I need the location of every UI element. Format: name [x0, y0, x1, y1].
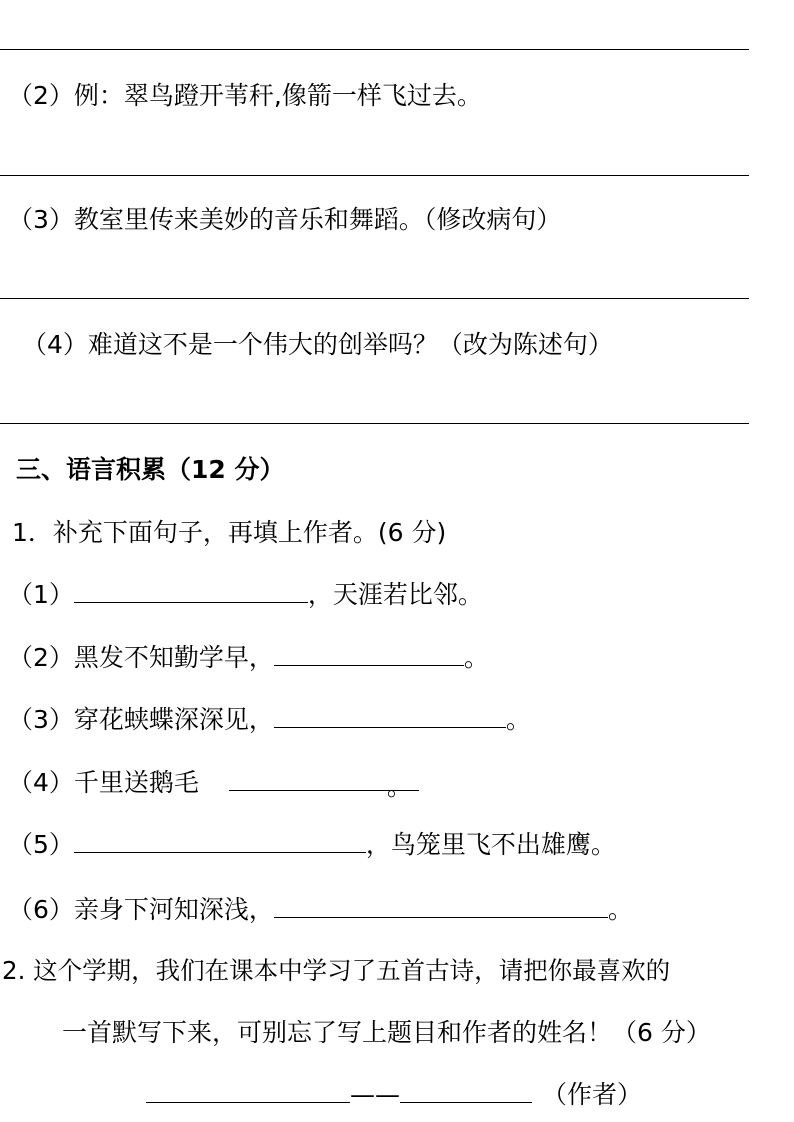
item-text-before: 穿花蛱蝶深深见，	[73, 705, 274, 734]
fill-item-6	[8, 895, 633, 925]
item-text-after: 。	[505, 705, 531, 734]
item-number: （3）	[8, 705, 74, 734]
question-4-text: （4）难道这不是一个伟大的创举吗？（改为陈述句）	[22, 330, 613, 359]
fill-item-5	[8, 830, 616, 860]
fill-blank[interactable]	[274, 705, 506, 728]
answer-line	[0, 49, 749, 50]
item-text-after: 。	[386, 772, 412, 801]
item-number: （2）	[8, 643, 74, 672]
item-number: （6）	[8, 895, 74, 924]
answer-line[interactable]	[0, 298, 749, 299]
poem-answer-row	[146, 1080, 642, 1110]
item-text-after: ，天涯若比邻。	[307, 580, 483, 609]
dash: ——	[350, 1080, 400, 1109]
answer-line[interactable]	[0, 175, 749, 176]
fill-item-3	[8, 705, 531, 735]
fill-blank[interactable]	[274, 895, 608, 918]
fill-blank[interactable]	[74, 580, 308, 603]
question-2-text: （2）例：翠鸟蹬开苇秆,像箭一样飞过去。	[8, 81, 482, 110]
section-heading: 三、语言积累（12 分）	[16, 455, 285, 484]
poem-title-blank[interactable]	[146, 1080, 350, 1103]
fill-item-1	[8, 580, 483, 610]
fill-blank[interactable]	[74, 830, 366, 853]
item-text-before: 亲身下河知深浅，	[73, 895, 274, 924]
fill-blank[interactable]	[229, 768, 419, 801]
question-2-line1: 2. 这个学期，我们在课本中学习了五首古诗，请把你最喜欢的	[2, 956, 671, 985]
item-text-after: 。	[463, 643, 489, 672]
fill-item-2	[8, 643, 489, 673]
question-1-intro: 1．补充下面句子，再填上作者。(6 分)	[12, 518, 447, 547]
author-blank[interactable]	[400, 1080, 532, 1103]
item-text-after: 。	[607, 895, 633, 924]
fill-blank[interactable]	[274, 643, 464, 666]
answer-line[interactable]	[0, 423, 749, 424]
author-label: （作者）	[542, 1080, 643, 1109]
question-2-line2: 一首默写下来，可别忘了写上题目和作者的姓名！（6 分）	[62, 1018, 711, 1047]
fill-item-4	[8, 768, 419, 801]
item-text-after: ，鸟笼里飞不出雄鹰。	[365, 830, 616, 859]
item-number: （5）	[8, 830, 74, 859]
item-text-before: 黑发不知勤学早，	[73, 643, 274, 672]
item-number: （1）	[8, 580, 74, 609]
item-number: （4）	[8, 768, 74, 797]
question-3-text: （3）教室里传来美妙的音乐和舞蹈。（修改病句）	[8, 205, 562, 234]
item-text-before: 千里送鹅毛	[73, 768, 199, 797]
